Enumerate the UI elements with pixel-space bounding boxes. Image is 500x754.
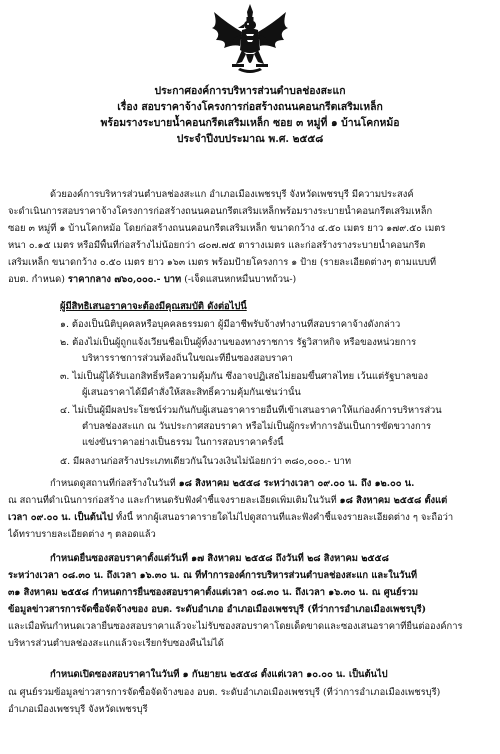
qualification-item: ๒. ต้องไม่เป็นผู้ถูกแจ้งเวียนชื่อเป็นผู้ทิ้งงานของทางราชการ รัฐวิสาหกิจ หรือของหน่วยการ: [60, 337, 417, 348]
qualification-item-cont: ผู้เสนอราคาได้มีคำสั่งให้สละสิทธิ์ความคุ้มกันเช่นว่านั้น: [82, 387, 301, 398]
intro-price-line: [8, 273, 492, 286]
intro-line: เสริมเหล็ก ขนาดกว้าง ๐.๕๐ เมตร ยาว ๑๖๓ เมตร พร้อมป้ายโครงการ ๑ ป้าย (รายละเอียดต่างๆ ตามแบบที่: [8, 257, 437, 268]
header-subject-cont: พร้อมรางระบายน้ำคอนกรีตเสริมเหล็ก ซอย ๓ หมู่ที่ ๑ บ้านโคกหม้อ: [100, 117, 400, 129]
submission-line: ๓๑ สิงหาคม ๒๕๕๘ กำหนดการยื่นซองสอบราคาตั้งแต่เวลา ๐๘.๓๐ น. ถึงเวลา ๑๖.๓๐ น. ณ ศูนย์รวม: [8, 587, 419, 598]
submission-line: บริหารส่วนตำบลช่องสะแกแล้วจะเรียกรับซองคืนไม่ได้: [8, 638, 224, 649]
submission-line: ข้อมูลข่าวสารการจัดซื้อจัดจ้างของ อบต. ระดับอำเภอ อำเภอเมืองเพชรบุรี (ที่ว่าการอำเภอเมืองเพชรบุรี): [8, 604, 427, 615]
intro-last-prefix: อบต. กำหนด): [8, 274, 68, 285]
intro-line: จะดำเนินการสอบราคาจ้างโครงการก่อสร้างถนนคอนกรีตเสริมเหล็กพร้อมรางระบายน้ำคอนกรีตเสริมเหล็ก: [8, 206, 433, 217]
header-fiscal-year: ประจำปีงบประมาณ พ.ศ. ๒๕๕๘: [176, 133, 324, 145]
site-visit-line: [50, 477, 492, 490]
header-subject: เรื่อง สอบราคาจ้างโครงการก่อสร้างถนนคอนกรีตเสริมเหล็ก: [117, 101, 383, 113]
reference-price: ราคากลาง ๗๖๐,๐๐๐.- บาท: [67, 274, 182, 285]
site-visit-text: ทั้งนี้ หากผู้เสนอราคารายใดไม่ไปดูสถานที่และฟังคำชี้แจงรายละเอียดต่าง ๆ จะถือว่า: [112, 512, 454, 523]
opening-line: ณ ศูนย์รวมข้อมูลข่าวสารการจัดซื้อจัดจ้างของ อบต. ระดับอำเภอเมืองเพชรบุรี (ที่ว่าการอำเภอเมืองเพชรบุรี): [8, 687, 441, 698]
site-visit-line: [8, 494, 492, 507]
qualification-item-cont: แข่งขันราคาอย่างเป็นธรรม ในการสอบราคาครั้งนี้: [82, 437, 284, 448]
qualification-item-cont: บริหารราชการส่วนท้องถิ่นในขณะที่ยื่นซองสอบราคา: [82, 353, 293, 364]
submission-line: กำหนดยื่นซองสอบราคาตั้งแต่วันที่ ๑๗ สิงหาคม ๒๕๕๘ ถึงวันที่ ๒๘ สิงหาคม ๒๕๕๘: [50, 553, 389, 564]
qualification-item-cont: ตำบลช่องสะแก ณ วันประกาศสอบราคา หรือไม่เป็นผู้กระทำการอันเป็นการขัดขวางการ: [82, 421, 431, 432]
reference-price-words: (-เจ็ดแสนหกหมื่นบาทถ้วน-): [181, 274, 297, 285]
submission-line: และเมื่อพ้นกำหนดเวลายื่นซองสอบราคาแล้วจะไม่รับซองสอบราคาโดยเด็ดขาดและซองเสนอราคาที่ยื่นต่อองค์การ: [8, 621, 463, 632]
qualification-item: ๕. มีผลงานก่อสร้างประเภทเดียวกันในวงเงินไม่น้อยกว่า ๓๘๐,๐๐๐.- บาท: [60, 456, 352, 467]
opening-line: อำเภอเมืองเพชรบุรี จังหวัดเพชรบุรี: [8, 704, 148, 715]
qualification-item: ๔. ไม่เป็นผู้มีผลประโยชน์ร่วมกันกับผู้เสนอราคารายอื่นที่เข้าเสนอราคาให้แก่องค์การบริหารส่วน: [60, 405, 442, 416]
garuda-emblem-icon: [208, 2, 292, 76]
site-visit-line: ได้ทราบรายละเอียดต่าง ๆ ตลอดแล้ว: [8, 529, 156, 540]
qualification-item: ๓. ไม่เป็นผู้ได้รับเอกสิทธิ์หรือความคุ้มกัน ซึ่งอาจปฏิเสธไม่ยอมขึ้นศาลไทย เว้นแต่รัฐบาลของ: [60, 371, 428, 382]
qualification-item: ๑. ต้องเป็นนิติบุคคลหรือบุคคลธรรมดา ผู้มีอาชีพรับจ้างทำงานที่สอบราคาจ้างดังกล่าว: [60, 319, 401, 330]
site-visit-text: ณ สถานที่ดำเนินการก่อสร้าง และกำหนดรับฟังคำชี้แจงรายละเอียดเพิ่มเติมในวันที่: [8, 495, 340, 506]
submission-line: ระหว่างเวลา ๐๘.๓๐ น. ถึงเวลา ๑๖.๓๐ น. ณ ที่ทำการองค์การบริหารส่วนตำบลช่องสะแก และในวันที่: [8, 570, 418, 581]
intro-line: ด้วยองค์การบริหารส่วนตำบลช่องสะแก อำเภอเมืองเพชรบุรี จังหวัดเพชรบุรี มีความประสงค์: [50, 189, 414, 200]
opening-line: กำหนดเปิดซองสอบราคาในวันที่ ๑ กันยายน ๒๕๕๘ ตั้งแต่เวลา ๑๐.๐๐ น. เป็นต้นไป: [50, 669, 388, 680]
site-visit-line: [8, 511, 492, 524]
site-visit-text: กำหนดดูสถานที่ก่อสร้างในวันที่: [50, 478, 179, 489]
intro-line: ซอย ๓ หมู่ที่ ๑ บ้านโคกหม้อ โดยก่อสร้างถนนคอนกรีตเสริมเหล็ก ขนาดกว้าง ๔.๕๐ เมตร ยาว ๑๗๙.๕๐ เมตร: [8, 223, 446, 234]
site-visit-date: ๑๘ สิงหาคม ๒๕๕๘ ระหว่างเวลา ๐๙.๐๐ น. ถึง ๑๒.๐๐ น.: [178, 478, 415, 489]
qualifications-title: ผู้มีสิทธิเสนอราคาจะต้องมีคุณสมบัติ ดังต่อไปนี้: [60, 301, 247, 312]
briefing-date: ๑๘ สิงหาคม ๒๕๕๘ ตั้งแต่: [339, 495, 448, 506]
header-agency: ประกาศองค์การบริหารส่วนตำบลช่องสะแก: [154, 85, 346, 97]
briefing-time: เวลา ๐๙.๐๐ น. เป็นต้นไป: [8, 512, 113, 523]
intro-line: หนา ๐.๑๕ เมตร หรือมีพื้นที่ก่อสร้างไม่น้อยกว่า ๘๐๗.๗๕ ตารางเมตร และก่อสร้างรางระบายน้ำคอนกรีต: [8, 240, 426, 251]
